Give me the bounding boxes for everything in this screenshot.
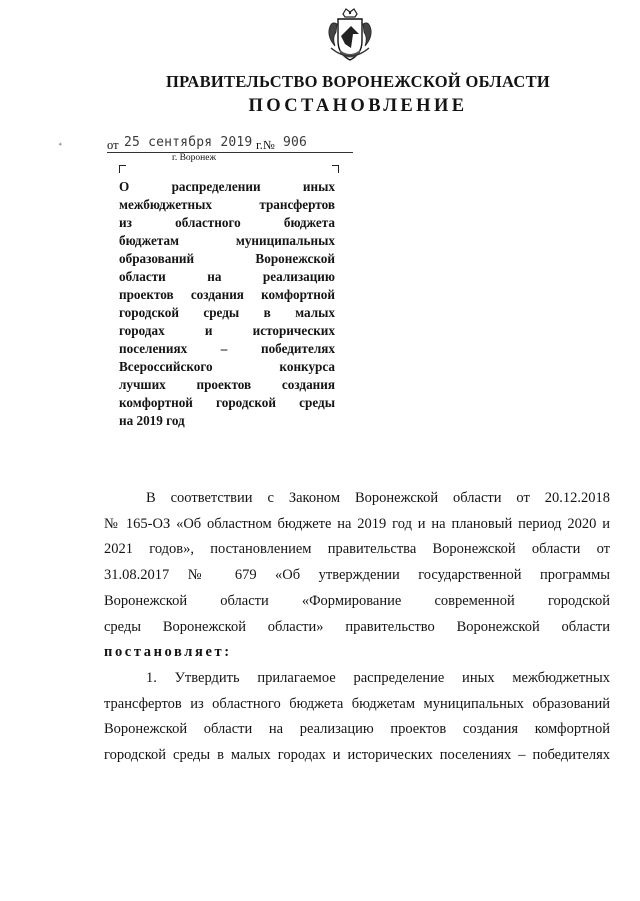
body-line: В соответствии с Законом Воронежской области от 20.12.2018	[146, 490, 610, 506]
subject-heading	[119, 178, 335, 430]
subject-line: межбюджетных трансфертов	[119, 197, 335, 212]
date-number-line	[107, 136, 353, 153]
resolution-word: постановляет:	[104, 644, 232, 661]
coat-of-arms-emblem	[327, 8, 373, 66]
subject-line: проектов создания комфортной	[119, 287, 335, 302]
subject-line: поселениях – победителях	[119, 341, 335, 356]
subject-line: образований Воронежской	[119, 251, 335, 266]
subject-line: на 2019 год	[119, 413, 185, 428]
number-value: 906	[283, 135, 308, 150]
date-value: 25 сентября 2019	[124, 135, 253, 150]
document-type-heading: ПОСТАНОВЛЕНИЕ	[248, 96, 468, 116]
subject-line: комфортной городской среды	[119, 395, 335, 410]
subject-line: области на реализацию	[119, 269, 335, 284]
subject-line: городах и исторических	[119, 323, 335, 338]
document-body	[104, 486, 610, 769]
margin-mark-icon: ᐩ	[58, 141, 63, 153]
subject-corner-left	[119, 165, 126, 173]
subject-line: из областного бюджета	[119, 215, 335, 230]
date-prefix: от	[107, 138, 119, 152]
body-line: Воронежской области «Формирование современной городской	[104, 592, 610, 609]
subject-line: бюджетам муниципальных	[119, 233, 335, 248]
body-line: 1. Утвердить прилагаемое распределение иных межбюджетных	[146, 669, 610, 686]
city-label: г. Воронеж	[172, 153, 217, 163]
subject-line: Всероссийского конкурса	[119, 359, 335, 374]
body-line: трансфертов из областного бюджета бюджетам муниципальных образований	[104, 695, 610, 712]
government-title: ПРАВИТЕЛЬСТВО ВОРОНЕЖСКОЙ ОБЛАСТИ	[165, 72, 551, 91]
body-line: среды Воронежской области» правительство Воронежской области	[104, 618, 610, 635]
body-line: городской среды в малых городах и исторических поселениях – победителях	[104, 747, 610, 764]
body-line: № 165-ОЗ «Об областном бюджете на 2019 год и на плановый период 2020 и	[104, 515, 610, 532]
body-line: 2021 годов», постановлением правительства Воронежской области от	[104, 541, 610, 558]
body-line: Воронежской области на реализацию проектов создания комфортной	[104, 721, 610, 738]
subject-corner-right	[332, 165, 339, 173]
subject-line: лучших проектов создания	[119, 377, 335, 392]
number-label: г.№	[256, 138, 275, 152]
subject-line: О распределении иных	[119, 179, 335, 194]
subject-line: городской среды в малых	[119, 305, 335, 320]
body-line: 31.08.2017 № 679 «Об утверждении государственной программы	[104, 567, 610, 584]
